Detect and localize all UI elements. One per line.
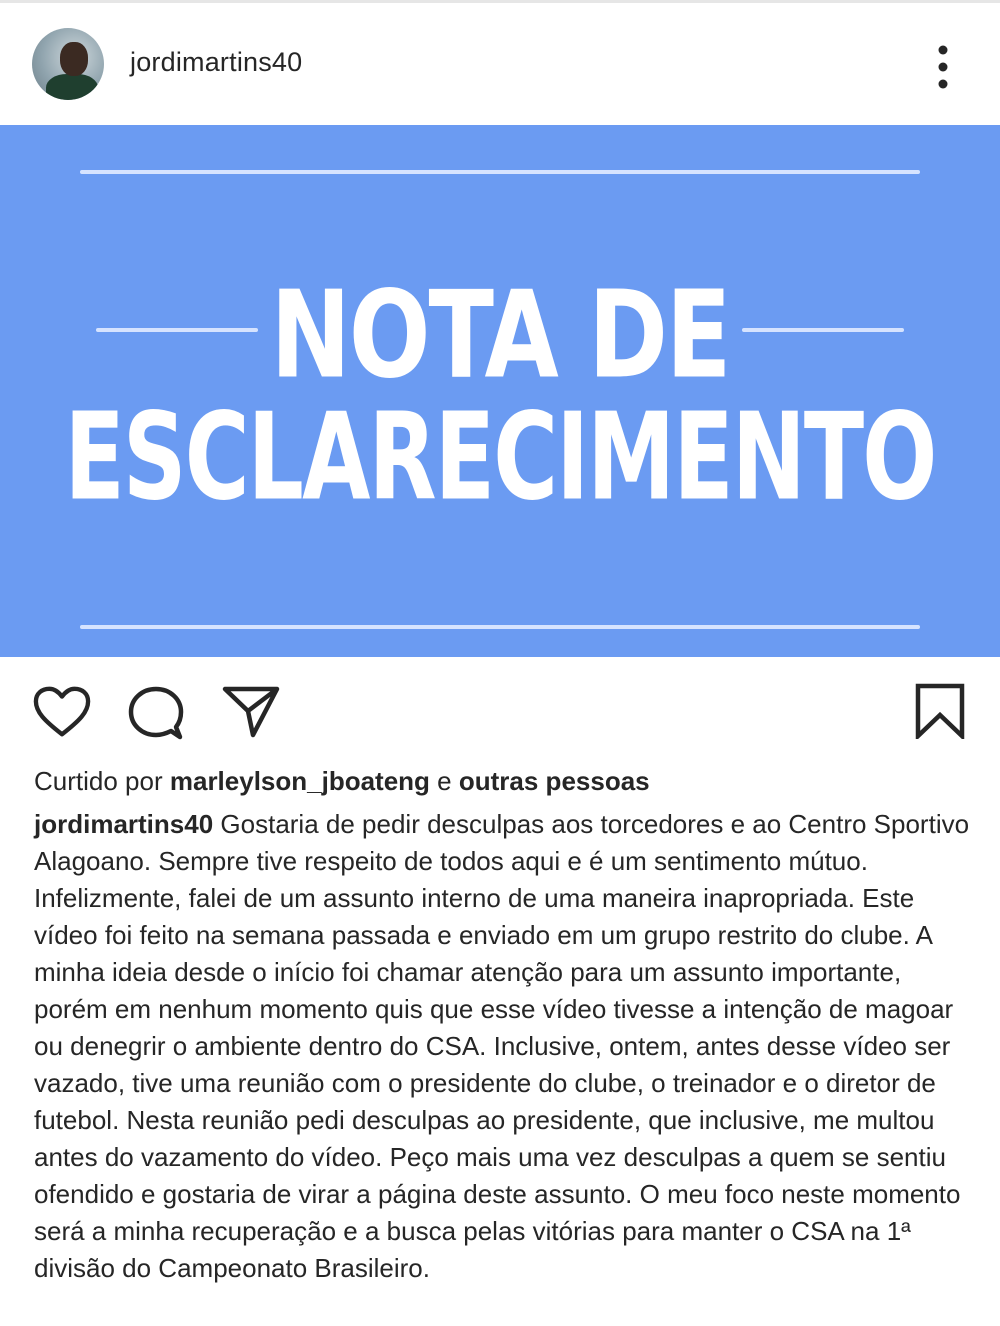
avatar[interactable] — [32, 28, 104, 100]
post-header — [0, 3, 1000, 125]
comment-icon[interactable] — [128, 685, 184, 741]
likes-prefix: Curtido por — [34, 766, 163, 796]
send-icon[interactable] — [222, 685, 280, 739]
post-actions — [0, 657, 1000, 767]
likes-line — [34, 766, 650, 797]
likes-user-link[interactable]: marleylson_jboateng — [169, 766, 430, 796]
post-image[interactable] — [0, 125, 1000, 657]
heart-icon[interactable] — [33, 685, 91, 739]
likes-conjunction: e — [437, 766, 452, 796]
likes-others-link[interactable]: outras pessoas — [458, 766, 650, 796]
avatar-shirt — [46, 74, 98, 100]
caption-text: Gostaria de pedir desculpas aos torcedores e ao Centro Sportivo Alagoano. Sempre tive respeito de todos aqui e é um sentimento mútuo. Infelizmente, falei de um assunto interno de uma maneira inapropriada. Este vídeo foi feito na semana passada e enviado em um grupo restrito do clube. A minha ideia desde o início foi chamar atenção para um assunto importante, porém em nenhum momento quis que esse vídeo tivesse a intenção de magoar ou denegrir o ambiente dentro do CSA. Inclusive, ontem, antes desse vídeo ser vazado, tive uma reunião com o presidente do clube, o treinador e o diretor de futebol. Nesta reunião pedi desculpas ao presidente, que inclusive, me multou antes do vazamento do vídeo. Peço mais uma vez desculpas a quem se sentiu ofendido e gostaria de virar a página deste assunto. O meu foco neste momento será a minha recuperação e a busca pelas vitórias para manter o CSA na 1ª divisão do Campeonato Brasileiro. — [34, 809, 970, 1283]
image-rule-top — [80, 170, 920, 174]
avatar-head — [60, 42, 88, 76]
image-title-line2: ESCLARECIMENTO — [64, 387, 936, 527]
image-title-line1: NOTA DE — [270, 265, 730, 405]
caption-author-link[interactable]: jordimartins40 — [34, 809, 214, 839]
more-vertical-icon[interactable] — [930, 45, 956, 89]
bookmark-icon[interactable] — [915, 683, 965, 739]
image-rule-bottom — [80, 625, 920, 629]
post-username[interactable]: jordimartins40 — [130, 47, 303, 77]
post-caption — [34, 806, 974, 1287]
